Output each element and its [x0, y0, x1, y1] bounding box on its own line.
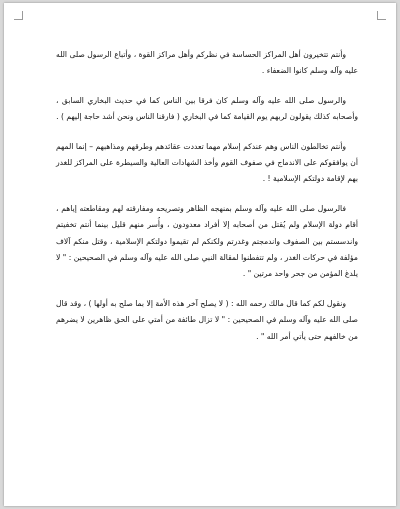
- paragraph-2: والرسول صلى الله عليه وآله وسلم كان فرقا بين الناس كما في حديث البخاري السابق ، وأصحابه كذلك يقولون لربهم يوم القيامة كما في البخاري ( فارقنا الناس ونحن أشد حاجة إليهم ) .: [56, 95, 358, 122]
- document-body: [56, 47, 358, 351]
- margin-corner-mark: [14, 11, 23, 20]
- paragraph-3: وأنتم تخالطون الناس وهم عندكم إسلام مهما تعددت عقائدهم وطرقهم ومذاهبهم – إنما المهم أن يوافقوكم على الاندماج في صفوف القوم وأخذ الشهادات العالية والسيطرة على المراكز للغدر بهم لإقامة دولتكم الإسلامية ! .: [56, 141, 358, 184]
- paragraph-1: وأنتم تتخيرون أهل المراكز الحساسة في نظركم وأهل مراكز القوة ، وأتباع الرسول صلى الله عليه وآله وسلم كانوا الضعفاء .: [56, 50, 358, 76]
- paragraph-5: ونقول لكم كما قال مالك رحمه الله : ( لا يصلح آخر هذه الأمة إلا بما صلح به أولها ) ، وقد قال صلى الله عليه وآله وسلم في الصحيحين : " لا تزال طائفة من أمتي على الحق ظاهرين لا يضرهم من خالفهم حتى يأتي أمر الله " .: [56, 298, 358, 341]
- paragraph-4: فالرسول صلى الله عليه وآله وسلم بمنهجه الظاهر وتصريحه ومفارقته لهم ومقاطعته إياهم ، أقام دولة الإسلام ولم يُقتل من أصحابه إلا أفراد معدودون ، وأُسر منهم قليل بينما أنتم تخفيتم واندسستم بين الصفوف واندمجتم وغدرتم ولكنكم لم تقيموا دولتكم الإسلامية ، وقتل منكم آلاف مؤلفة في حركات الغدر ، ولم تتفطنوا لمقالة النبي صلى الله عليه وآله وسلم في الصحيحين : " لا يلدغ المؤمن من جحر واحد مرتين " .: [56, 203, 358, 279]
- margin-corner-mark: [377, 11, 386, 20]
- document-page: [4, 3, 396, 506]
